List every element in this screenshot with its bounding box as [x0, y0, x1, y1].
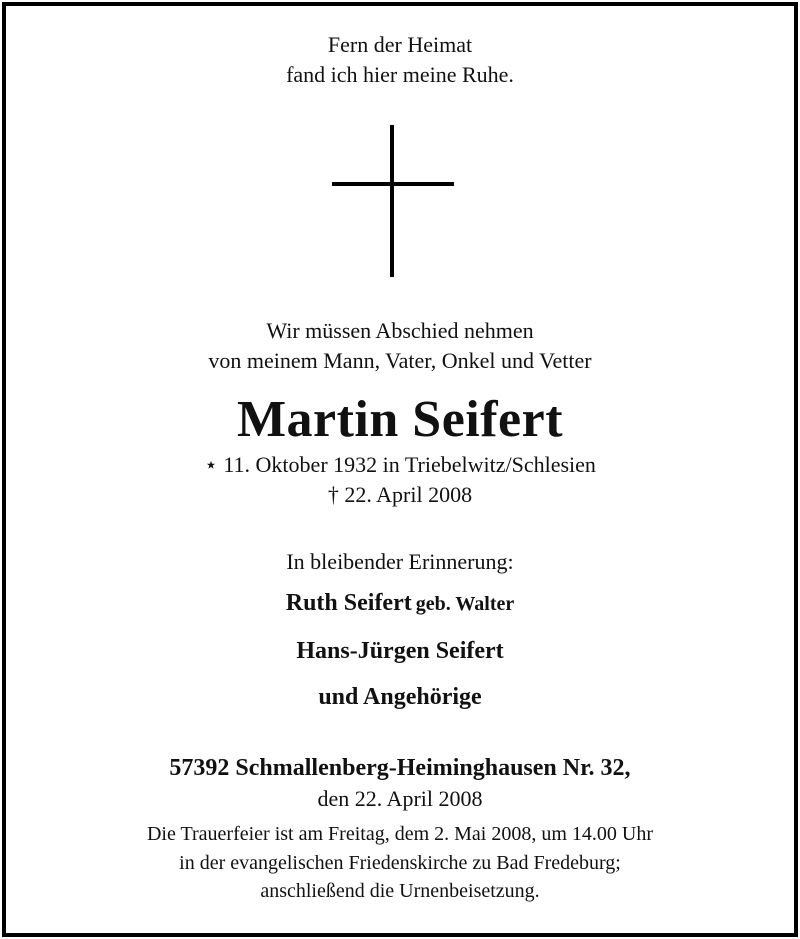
intro-line-2: von meinem Mann, Vater, Onkel und Vetter: [208, 348, 592, 373]
motto-line-2: fand ich hier meine Ruhe.: [286, 62, 514, 87]
cross-icon: [332, 125, 454, 277]
motto-line-1: Fern der Heimat: [327, 32, 473, 57]
death-date: † 22. April 2008: [327, 482, 473, 507]
funeral-line-3: anschließend die Urnenbeisetzung.: [260, 880, 540, 902]
mourner-1: [0, 590, 800, 617]
deceased-name: Martin Seifert: [236, 391, 564, 448]
address-line: 57392 Schmallenberg-Heiminghausen Nr. 32,: [169, 755, 631, 781]
funeral-line-2: in der evangelischen Friedenskirche zu Bad Fredeburg;: [179, 852, 621, 874]
remembrance-heading: In bleibender Erinnerung:: [286, 549, 514, 574]
funeral-line-1: Die Trauerfeier ist am Freitag, dem 2. Mai 2008, um 14.00 Uhr: [146, 823, 654, 845]
birth-date: ⋆ 11. Oktober 1932 in Triebelwitz/Schlesien: [204, 452, 596, 477]
mourner-2: Hans-Jürgen Seifert: [296, 638, 504, 664]
mourner-1-name: Ruth Seifert: [285, 590, 412, 616]
place-date: den 22. April 2008: [317, 786, 483, 811]
intro-line-1: Wir müssen Abschied nehmen: [266, 318, 534, 343]
mourner-relatives: und Angehörige: [318, 684, 482, 710]
mourner-1-maiden-name: geb. Walter: [415, 593, 515, 615]
